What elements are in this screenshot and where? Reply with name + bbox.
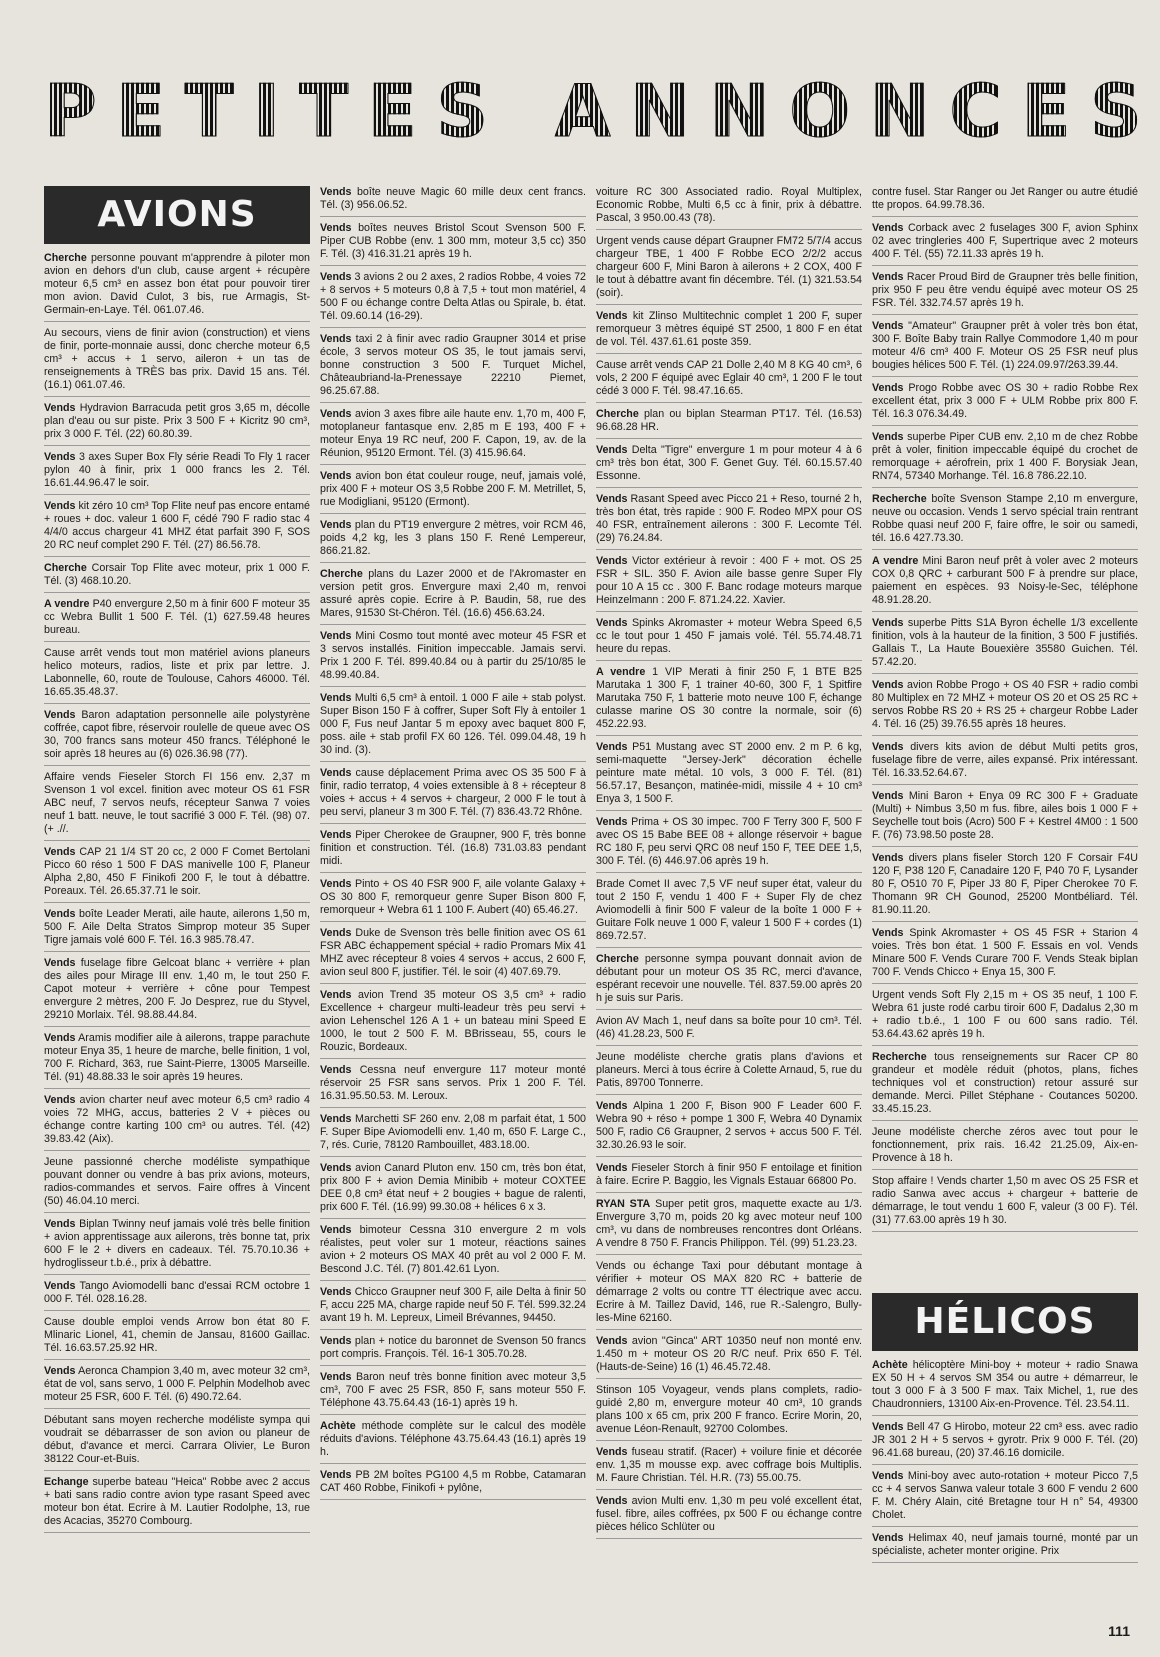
ad-text: Bell 47 G Hirobo, moteur 22 cm³ ess. avec radio JR 301 2 H + 5 servos + gyrotr. Prix 9 000 F. Tél. (20) 96.41.68 bureau, (20) 37.46.16 domicile. <box>872 1421 1138 1459</box>
classified-ad <box>44 451 310 495</box>
classified-ad <box>44 647 310 704</box>
ad-text: Alpina 1 200 F, Bison 900 F Leader 600 F. Webra 90 + réso + pompe 1 300 F, Webra 40 Dynamix 500 F, radio C6 Graupner, 2 servos + accus 500 F. Tél. 32.30.26.93 le soir. <box>596 1100 862 1151</box>
ad-text: divers kits avion de début Multi petits gros, fuselage fibre de verre, ailes expansé. Prix intéressant. Tél. 16.33.52.64.67. <box>872 741 1138 779</box>
ad-keyword: Vends <box>872 271 904 283</box>
classified-ad <box>596 1495 862 1539</box>
classified-ad <box>320 186 586 217</box>
classified-columns <box>44 186 1140 1606</box>
ad-text: Mini Baron + Enya 09 RC 300 F + Graduate (Multi) + Nimbus 3,50 m fus. fibre, ailes bois 1 000 F + Seychelle tout bois (Acro) 500 F + Kestrel 4M00 : 1 500 F. (76) 73.98.50 poste 28. <box>872 790 1138 841</box>
classified-ad <box>872 1421 1138 1465</box>
ad-keyword: Vends <box>596 1335 628 1347</box>
classified-ad <box>596 310 862 354</box>
classified-ad <box>320 1469 586 1500</box>
ad-keyword: Vends <box>320 1371 352 1383</box>
ad-text: Vends ou échange Taxi pour débutant montage à vérifier + moteur OS MAX 820 RC + batterie de démarrage 2 volts ou contre TT électrique avec accu. Ecrire à M. Taillez David, 146, rue R.-Salengro, Bully-les-Mine 62160. <box>596 1260 862 1324</box>
ad-keyword: Vends <box>872 320 904 332</box>
ad-keyword: Vends <box>320 186 352 198</box>
classified-ad <box>44 1365 310 1409</box>
classified-ad <box>596 493 862 550</box>
ad-text: avion 3 axes fibre aile haute env. 1,70 m, 400 F, motoplaneur fantasque env. 2,85 m E 193, 400 F + moteur Enya 19 RC neuf, 200 F. Capon, 19, av. de la Réunion, 95120 Ermont. Tél. (3) 415.96.64. <box>320 408 586 459</box>
classified-ad <box>320 1162 586 1219</box>
classified-ad <box>596 1198 862 1255</box>
ad-keyword: Vends <box>44 451 76 463</box>
ad-text: Corsair Top Flite avec moteur, prix 1 000 F. Tél. (3) 468.10.20. <box>44 562 310 587</box>
ad-keyword: Vends <box>872 741 904 753</box>
ad-text: tous renseignements sur Racer CP 80 grandeur et modèle réduit (photos, plans, fiches techniques vol et construction) retour assuré sur demande. Merci. Pillet Stéphane - Coutances 50200. 33.45.15.23. <box>872 1051 1138 1115</box>
ad-text: Affaire vends Fieseler Storch FI 156 env. 2,37 m Svenson 1 vol excel. finition avec moteur OS 61 FSR ABC neuf, 7 servos neufs, récepteur Sanwa 7 voies neuf 1 batt. neuve, le tout sacrifié 3 000 F. Tél. (98) 07.(+ .//. <box>44 771 310 835</box>
classified-ad <box>596 666 862 736</box>
classified-ad <box>44 1414 310 1471</box>
ad-text: avion Canard Pluton env. 150 cm, très bon état, prix 800 F + avion Demia Minibib + moteur COXTEE DEE 0,8 cm³ état neuf + 2 bougies + bague de ralenti, prix 600 F. Tél. (16.99) 99.30.08 + hélices 6 x 3. <box>320 1162 586 1213</box>
ad-keyword: Vends <box>872 927 904 939</box>
ad-text: Urgent vends Soft Fly 2,15 m + OS 35 neuf, 1 100 F. Webra 61 juste rodé carbu tiroir 600 F, Dadalus 2,30 m + radio t.b.é., 1 100 F ou 600 sans radio. Tél. 53.64.43.62 après 19 h. <box>872 989 1138 1040</box>
classified-ad <box>320 1335 586 1366</box>
classified-ad <box>872 989 1138 1046</box>
ad-text: Duke de Svenson très belle finition avec OS 61 FSR ABC échappement spécial + radio Promars Mix 41 MHZ avec récepteur 8 voies 4 servos + accus, 2 600 F, avion seul 800 F, justifier. Tél. le soir (4) 407.69.79. <box>320 927 586 978</box>
ad-text: Mini Baron neuf prêt à voler avec 2 moteurs COX 0,8 QRC + carburant 500 F à prendre sur place, paiement en espèces. 93 Noisy-le-Sec, téléphone 48.91.28.20. <box>872 555 1138 606</box>
ad-keyword: Cherche <box>596 408 639 420</box>
masthead-letter: O <box>789 78 853 144</box>
ad-text: personne pouvant m'apprendre à piloter mon avion en dehors d'un club, cause argent + récupère moteur 6,5 cm³ en assez bon état pour pouvoir tirer mon avion. David Culot, 3 bis, rue Armagis, St-Germain-en-Laye. Tél. 061.07.46. <box>44 252 310 316</box>
ad-text: Aramis modifier aile à ailerons, trappe parachute moteur Enya 35, 1 heure de marche, belle finition, 1 vol, 700 F. Richard, 363, rue Saint-Pierre, 13005 Marseille. Tél. (91) 48.88.33 le soir après 19 heures. <box>44 1032 310 1083</box>
ad-text: taxi 2 à finir avec radio Graupner 3014 et prise école, 3 servos moteur OS 35, le tout jamais servi, bonne construction 3 500 F. Turquet Michel, Châteaubriand-la-Prenessaye 22210 Piemet, 96.25.67.88. <box>320 333 586 397</box>
classified-ad <box>872 382 1138 426</box>
ad-text: fuselage fibre Gelcoat blanc + verrière + plan des ailes pour Mirage III env. 1,40 m, le tout 250 F. Capot moteur + verrière + cône pour Tempest envergure 2 mètres, 200 F. Jo Desprez, rue du Styvel, 29210 Morlaix. Tél. 98.88.44.84. <box>44 957 310 1021</box>
ad-text: avion bon état couleur rouge, neuf, jamais volé, prix 400 F + moteur OS 3,5 Robbe 200 F. M. Metrillet, 5, rue Modigliani, 95120 (Ermont). <box>320 470 586 508</box>
ad-keyword: Vends <box>872 617 904 629</box>
ads-column-1 <box>44 252 310 1533</box>
ad-keyword: Vends <box>320 1469 352 1481</box>
ad-text: Racer Proud Bird de Graupner très belle finition, prix 950 F peu être vendu équipé avec moteur OS 25 FSR. Tél. 332.74.57 après 19 h. <box>872 271 1138 309</box>
page-number: 111 <box>1108 1623 1130 1639</box>
ad-keyword: Vends <box>872 1421 904 1433</box>
ad-text: superbe Pitts S1A Byron échelle 1/3 excellente finition, vols à la hauteur de la finition, 3 500 F justifiés. Gallais T., La Haute Bouexière 35580 Guichen. Tél. 57.42.20. <box>872 617 1138 668</box>
ad-text: 3 avions 2 ou 2 axes, 2 radios Robbe, 4 voies 72 + 8 servos + 5 moteurs 0,8 à 7,5 + tout mon matériel, 4 500 F ou échange contre Delta Atlas ou Spirale, b. état. Tél. 09.60.14 (16-29). <box>320 271 586 322</box>
ad-keyword: Vends <box>596 493 628 505</box>
ad-text: Pinto + OS 40 FSR 900 F, aile volante Galaxy + OS 30 800 F, remorqueur genre Super Bison 800 F, remorqueur + Webra 61 1 100 F. Aubert (40) 65.46.27. <box>320 878 586 916</box>
ad-text: Jeune modéliste cherche gratis plans d'avions et planeurs. Merci à tous écrire à Colette Arnaud, 5, rue du Patis, 89700 Tonnerre. <box>596 1051 862 1089</box>
classified-ad <box>320 630 586 687</box>
ad-text: Cause arrêt vends tout mon matériel avions planeurs helico moteurs, radios, liste et prix par lettre. J. Labonnelle, 60, route de Toulouse, Cahors 46000. Tél. 16.65.35.48.37. <box>44 647 310 698</box>
ad-text: 3 axes Super Box Fly série Readi To Fly 1 racer pylon 40 à finir, prix 1 000 francs les 2. Tél. 16.61.44.96.47 le soir. <box>44 451 310 489</box>
ad-keyword: Vends <box>320 767 352 779</box>
classified-ad <box>44 1476 310 1533</box>
ad-text: kit Zlinso Multitechnic complet 1 200 F, super remorqueur 3 mètres équipé ST 2500, 1 800 F en état de vol. Tél. 437.61.61 poste 359. <box>596 310 862 348</box>
ad-keyword: Vends <box>44 1365 76 1377</box>
ad-text: avion Trend 35 moteur OS 3,5 cm³ + radio Excellence + chargeur multi-leadeur très peu servi + avion Lehenschel 126 A 1 + un bateau mini Speed E 1000, le tout 2 500 F. M. BBrisseau, 55, cours le Rouzic, Bordeaux. <box>320 989 586 1053</box>
masthead-letter: T <box>184 78 236 144</box>
classified-ad <box>44 1032 310 1089</box>
classified-ad <box>320 333 586 403</box>
classified-ad <box>596 1100 862 1157</box>
ad-text: Progo Robbe avec OS 30 + radio Robbe Rex excellent état, prix 3 000 F + ULM Robbe prix 800 F. Tél. 16.3 076.34.49. <box>872 382 1138 420</box>
ad-keyword: Vends <box>320 1335 352 1347</box>
ad-keyword: Vends <box>44 1280 76 1292</box>
ad-keyword: Vends <box>872 431 904 443</box>
ad-text: 1 VIP Merati à finir 250 F, 1 BTE B25 Marutaka 1 300 F, 1 trainer 40-60, 300 F, 1 Spitfire Marutaka 750 F, 1 batterie moto neuve 100 F, échange culasse marine OS 30 contre la normale, soir (6) 452.22.93. <box>596 666 862 730</box>
ad-keyword: Vends <box>320 630 352 642</box>
classified-ad <box>320 222 586 266</box>
ad-text: Débutant sans moyen recherche modéliste sympa qui voudrait se débarrasser de son avion ou planeur de début, d'avance et merci. Carrara Olivier, Le Buron 38122 Cour-et-Buis. <box>44 1414 310 1465</box>
ad-keyword: Vends <box>872 382 904 394</box>
ad-text: hélicoptère Mini-boy + moteur + radio Snawa EX 50 H + 4 servos SM 354 ou autre + démarreur, le tout 3 000 F à 3 500 F max. Taix Michel, 1, rue des Chaudronniers, 13100 Aix-en-Provence. Tél. 23.54.11. <box>872 1359 1138 1410</box>
classified-ad <box>44 957 310 1027</box>
classified-ad <box>596 555 862 612</box>
ad-keyword: Vends <box>44 402 76 414</box>
ad-text: P51 Mustang avec ST 2000 env. 2 m P. 6 kg, semi-maquette "Jersey-Jerk" décoration échelle peinture mate métal. 10 vols, 3 000 F. Tél. (81) 56.57.17, Besançon, matinée-midi, missile 4 + 10 cm³ Enya 3, 1 500 F. <box>596 741 862 805</box>
ads-column-4 <box>872 186 1138 1232</box>
ad-text: Rasant Speed avec Picco 21 + Reso, tourné 2 h, très bon état, très rapide : 900 F. Rodeo MPX pour OS 40 FSR, entraînement ailerons : 300 F. Lecomte Tél. (29) 76.24.84. <box>596 493 862 544</box>
classified-ad <box>320 878 586 922</box>
section-heading-avions: AVIONS <box>44 186 310 244</box>
ad-text: avion Robbe Progo + OS 40 FSR + radio combi 80 Multiplex en 72 MHZ + moteur OS 20 et OS 25 RC + servos Robbe RS 20 + RS 25 + chargeur Robbe Lader 4. Tél. 16 (25) 39.76.55 après 18 heures. <box>872 679 1138 730</box>
classified-ad <box>44 562 310 593</box>
ad-keyword: Vends <box>44 500 76 512</box>
column-2 <box>320 186 586 1606</box>
classified-ad <box>872 927 1138 984</box>
ad-keyword: Cherche <box>44 562 87 574</box>
classified-ad <box>596 235 862 305</box>
ad-text: Baron adaptation personnelle aile polystyrène coffrée, capot fibre, réservoir roulelle de queue avec OS 30, 700 francs sans moteur 450 francs. Téléphoné le soir après 18 heures au (6) 026.36.98 (77). <box>44 709 310 760</box>
classified-ad <box>872 320 1138 377</box>
classified-ad <box>596 878 862 948</box>
ad-keyword: Vends <box>320 989 352 1001</box>
ad-text: voiture RC 300 Associated radio. Royal Multiplex, Economic Robbe, Multi 6,5 cc à finir, prix à débattre. Pascal, 3 950.00.43 (78). <box>596 186 862 224</box>
ad-text: bimoteur Cessna 310 envergure 2 m vols réalistes, peut voler sur 1 moteur, réactions saines avion + 2 moteurs OS MAX 40 prêt au vol 2 000 F. M. Bescond J.C. Tél. (7) 801.42.61 Lyon. <box>320 1224 586 1275</box>
classified-ad <box>596 359 862 403</box>
ad-keyword: Vends <box>596 310 628 322</box>
classified-ad <box>596 1051 862 1095</box>
classified-ad <box>320 767 586 824</box>
classified-ad <box>596 186 862 230</box>
ad-keyword: A vendre <box>872 555 919 567</box>
ad-keyword: Vends <box>320 829 352 841</box>
classified-ad <box>872 222 1138 266</box>
classified-ad <box>320 829 586 873</box>
ad-text: Hydravion Barracuda petit gros 3,65 m, décolle plan d'eau ou sur piste. Prix 3 500 F + Kicritz 90 cm³, prix 3 000 F. Tél. (22) 60.80.39. <box>44 402 310 440</box>
classified-ad <box>320 271 586 328</box>
classified-ad <box>320 692 586 762</box>
classified-ad <box>44 709 310 766</box>
classified-ad <box>44 327 310 397</box>
ad-text: Urgent vends cause départ Graupner FM72 5/7/4 accus chargeur TBE, 1 400 F Robbe ECO 2/2/2 accus chargeur 600 F, Mini Baron à ailerons + 2 COX, 400 F le tout à débattre avant fin décembre. Tél. (1) 321.53.54 (soir). <box>596 235 862 299</box>
ad-text: Piper Cherokee de Graupner, 900 F, très bonne finition et construction. Tél. (16.8) 731.03.83 pendant midi. <box>320 829 586 867</box>
ad-keyword: Vends <box>44 1218 76 1230</box>
ad-keyword: Achète <box>872 1359 908 1371</box>
ads-column-3 <box>596 186 862 1539</box>
ad-keyword: Vends <box>596 555 628 567</box>
classified-ad <box>596 1162 862 1193</box>
classified-ad <box>872 741 1138 785</box>
classified-ad <box>872 679 1138 736</box>
ad-keyword: A vendre <box>44 598 90 610</box>
ad-keyword: Vends <box>320 333 352 345</box>
ad-text: divers plans fiseler Storch 120 F Corsair F4U 120 F, P38 120 F, Canadaire 120 F, P40 70 F, Lysander 80 F, O510 70 F, Piper J3 80 F, Piper Cherokee 70 F. Thomann 9R CH Gounod, 25200 Montbéliard. Tél. 81.90.11.20. <box>872 852 1138 916</box>
classified-ad <box>44 908 310 952</box>
classified-ad <box>596 816 862 873</box>
masthead-title <box>44 78 1144 144</box>
classified-ad <box>872 852 1138 922</box>
classified-ad <box>44 846 310 903</box>
ad-text: "Amateur" Graupner prêt à voler très bon état, 300 F. Boîte Baby train Rallye Commodore 1,40 m pour moteur 4/6 cm³ 400 F. Moteur OS 25 FSR neuf plus bougies hélices 500 F. Tél. (1) 224.09.97/263.39.44. <box>872 320 1138 371</box>
classified-ad <box>872 493 1138 550</box>
classified-ad <box>872 431 1138 488</box>
ad-text: avion charter neuf avec moteur 6,5 cm³ radio 4 voies 72 MHG, accus, batteries 2 V + pièces ou échange contre karting 100 cm³ ou autres. Tél. (42) 39.83.42 (Aix). <box>44 1094 310 1145</box>
ad-text: Stinson 105 Voyageur, vends plans complets, radio-guidé 2,80 m, envergure moteur 40 cm³, 10 grands plans 100 x 65 cm, prix 200 F franco. Ecrire Morin, 20, avenue Léon-Renault, 92700 Colombes. <box>596 1384 862 1435</box>
ad-keyword: Vends <box>872 679 904 691</box>
section-spacer <box>872 1237 1138 1293</box>
ad-keyword: A vendre <box>596 666 646 678</box>
ad-keyword: Vends <box>872 1470 904 1482</box>
ad-text: Corback avec 2 fuselages 300 F, avion Sphinx 02 avec tringleries 400 F, Supertrique avec 2 moteurs 400 F. Tél. (55) 72.11.33 après 19 h. <box>872 222 1138 260</box>
ad-text: Stop affaire ! Vends charter 1,50 m avec OS 25 FSR et radio Sanwa avec accus + chargeur + batterie de démarrage, le tout vendu 1 600 F, valeur (3 00 F). Tél. (31) 77.63.00 après 19 h 30. <box>872 1175 1138 1226</box>
ad-text: avion "Ginca" ART 10350 neuf non monté env. 1.450 m + moteur OS 20 R/C neuf. Prix 650 F. Tél. (Hauts-de-Seine) 16 (1) 46.45.72.48. <box>596 1335 862 1373</box>
ad-text: contre fusel. Star Ranger ou Jet Ranger ou autre étudié tte propos. 64.99.78.36. <box>872 186 1138 211</box>
ad-text: avion Multi env. 1,30 m peu volé excellent état, fusel. fibre, ailes coffrées, px 500 F ou échange contre pièces hélico Schlüter ou <box>596 1495 862 1533</box>
ad-text: méthode complète sur le calcul des modèle réduits d'avions. Téléphone 43.75.64.43 (16.1) après 19 h. <box>320 1420 586 1458</box>
ad-keyword: Vends <box>596 1162 628 1174</box>
classified-ad <box>44 771 310 841</box>
ad-keyword: Recherche <box>872 493 927 505</box>
classified-ad <box>872 555 1138 612</box>
ad-text: Delta "Tigre" envergure 1 m pour moteur 4 à 6 cm³ très bon état, 300 F. Genet Guy. Tél. 60.15.57.40 Essonne. <box>596 444 862 482</box>
ad-text: plans du Lazer 2000 et de l'Akromaster en version petit gros. Envergure maxi 2,40 m, renvoi assuré après copie. Ecrire à P. Baudin, 58, rue des Mares, 91530 St-Chéron. Tél. (16.6) 456.63.24. <box>320 568 586 619</box>
ad-text: CAP 21 1/4 ST 20 cc, 2 000 F Comet Bertolani Picco 60 réso 1 500 F DAS manivelle 100 F, Planeur Alpha 2,80, 450 F Finikofi 200 F, le tout à débattre. Poreaux. Tél. 26.65.37.71 le soir. <box>44 846 310 897</box>
ads-column-2 <box>320 186 586 1500</box>
ad-text: Super petit gros, maquette exacte au 1/3. Envergure 3,70 m, poids 20 kg avec moteur neuf 100 cm³, vu dans de nombreuses rencontres dont Orléans. A vendre 8 750 F. Francis Philippon. Tél. (99) 51.23.23. <box>596 1198 862 1249</box>
ad-keyword: Vends <box>320 1162 352 1174</box>
ad-text: superbe bateau "Heica" Robbe avec 2 accus + bati sans radio contre avion type rasant Speed avec moteur bon état. Ecrire à M. Lautier Rodolphe, 13, rue des Acacias, 35270 Combourg. <box>44 1476 310 1527</box>
ad-text: Au secours, viens de finir avion (construction) et viens de finir, porte-monnaie aussi, donc cherche moteur 6,5 cm³ + accus + 1 servo, aileron + un tas de renseignements à TRÈS bas prix. David 15 ans. Tél. (16.1) 061.07.46. <box>44 327 310 391</box>
ad-text: Jeune modéliste cherche zéros avec tout pour le fonctionnement, prix rais. 16.42 21.25.09, Aix-en-Provence à 18 h. <box>872 1126 1138 1164</box>
ad-keyword: Recherche <box>872 1051 927 1063</box>
classified-ad <box>44 1280 310 1311</box>
classified-ad <box>44 252 310 322</box>
ad-text: superbe Piper CUB env. 2,10 m de chez Robbe prêt à voler, finition impeccable équipé du crochet de remorquage + aérofrein, prix 1 400 F. Borysiak Jean, RN74, 57340 Morhange. Tél. 16.8 786.22.10. <box>872 431 1138 482</box>
classified-ad <box>596 444 862 488</box>
ad-text: fuseau stratif. (Racer) + voilure finie et décorée env. 1,35 m mousse exp. avec coffrage bois Multiplis. M. Faure Christian. Tél. H.R. (73) 55.00.75. <box>596 1446 862 1484</box>
ad-text: kit zéro 10 cm³ Top Flite neuf pas encore entamé + roues + doc. valeur 1 600 F, cédé 790 F radio stac 4 4/4/0 accus chargeur 41 MHZ état parfait 390 F, SOS 20 RC neuf complet 290 F. Tél. (27) 86.56.78. <box>44 500 310 551</box>
masthead-letter: N <box>629 78 693 144</box>
classified-ad <box>596 1015 862 1046</box>
classified-ad <box>320 1420 586 1464</box>
ad-keyword: Vends <box>320 408 352 420</box>
classified-ad <box>320 519 586 563</box>
ad-keyword: Vends <box>596 741 628 753</box>
ad-text: Spinks Akromaster + moteur Webra Speed 6,5 cc le tout pour 1 450 F jamais volé. Tél. 55.74.48.71 heure du repas. <box>596 617 862 655</box>
ad-text: Chicco Graupner neuf 300 F, aile Delta à finir 50 F, accu 225 MA, charge rapide neuf 50 F. Tél. 599.32.24 avant 19 h. M. Lepreux, Limeil Brévannes, 94450. <box>320 1286 586 1324</box>
ad-text: Marchetti SF 260 env. 2,08 m parfait état, 1 500 F. Super Bipe Aviomodelli env. 1,40 m, 650 F. Large C., 7, rés. Curie, 78120 Rambouillet, 483.18.00. <box>320 1113 586 1151</box>
ad-text: Helimax 40, neuf jamais tourné, monté par un spécialiste, acheter monter origine. Prix <box>872 1532 1138 1557</box>
classified-ad <box>596 617 862 661</box>
ad-text: Jeune passionné cherche modéliste sympathique pouvant donner ou vendre à bas prix avions, moteurs, radios-commandes et servos. Faire offres à Vincent (50) 46.04.10 merci. <box>44 1156 310 1207</box>
ad-keyword: Vends <box>596 617 628 629</box>
ad-keyword: Cherche <box>596 953 639 965</box>
ad-text: personne sympa pouvant donnait avion de débutant pour un moteur OS 35 RC, merci d'avance, espérant recevoir une nouvelle. Tél. 837.59.00 après 20 h je suis sur Paris. <box>596 953 862 1004</box>
ad-keyword: Vends <box>872 1532 904 1544</box>
ad-keyword: Vends <box>320 1064 352 1076</box>
ad-text: Biplan Twinny neuf jamais volé très belle finition + avion apprentissage aux ailerons, très bonne tat, prix 600 F le 2 + divers en cadeaux. Tél. 75.70.10.36 + hydroglisseur t.b.é., prix à débattre. <box>44 1218 310 1269</box>
column-4 <box>872 186 1138 1606</box>
ad-text: Mini-boy avec auto-rotation + moteur Picco 7,5 cc + 4 servos Sanwa valeur totale 3 600 F vendu 2 600 F. M. Chéry Alain, cité Bretagne tour H n° 54, 49300 Cholet. <box>872 1470 1138 1521</box>
ad-keyword: Vends <box>596 816 628 828</box>
column-1 <box>44 186 310 1606</box>
classified-ad <box>872 186 1138 217</box>
masthead-letter: C <box>949 78 1005 144</box>
classified-ad <box>44 1156 310 1213</box>
ad-keyword: Echange <box>44 1476 89 1488</box>
ad-text: Spink Akromaster + OS 45 FSR + Starion 4 voies. Très bon état. 1 500 F. Essais en vol. Vends Minare 500 F. Vends Curare 700 F. Vends Steak biplan 700 F. Vends Chicco + Enya 15, 300 F. <box>872 927 1138 978</box>
classified-ad <box>320 470 586 514</box>
ad-text: Mini Cosmo tout monté avec moteur 45 FSR et 3 servos installés. Finition impeccable. Jamais servi. Prix 1 200 F. Tél. 899.40.84 ou à partir du 25/10/85 le 48.99.40.84. <box>320 630 586 681</box>
classified-ad <box>44 500 310 557</box>
ad-text: PB 2M boîtes PG100 4,5 m Robbe, Catamaran CAT 460 Robbe, Finikofi + pylône, <box>320 1469 586 1494</box>
masthead-letter: A <box>554 78 613 144</box>
ad-keyword: Vends <box>44 908 76 920</box>
ad-keyword: Vends <box>596 1495 628 1507</box>
ad-keyword: Vends <box>320 692 352 704</box>
ad-keyword: Cherche <box>320 568 363 580</box>
ad-keyword: Vends <box>596 1100 628 1112</box>
classified-ad <box>872 1470 1138 1527</box>
ad-keyword: Vends <box>872 852 904 864</box>
classified-ad <box>320 1113 586 1157</box>
classified-ad <box>596 408 862 439</box>
ad-keyword: Vends <box>320 1224 352 1236</box>
classified-ad <box>44 598 310 642</box>
classified-ad <box>872 1126 1138 1170</box>
ad-text: Prima + OS 30 impec. 700 F Terry 300 F, 500 F avec OS 15 Babe BEE 08 + allonge réservoir + bague RC 180 F, peu servi QRC 08 neuf 150 F, TEE DEE 1,5, 300 F. Tél. (6) 446.97.06 après 19 h. <box>596 816 862 867</box>
ad-text: cause déplacement Prima avec OS 35 500 F à finir, radio terratop, 4 voies extensible à 8 + récepteur 8 voies + accus + 4 servos + chargeur, 2 000 F le tout à peu servi, planeur 3 m 300 F. Tél. (7) 836.43.72 Rhône. <box>320 767 586 818</box>
masthead-letter: N <box>869 78 932 144</box>
classified-ad <box>320 989 586 1059</box>
classified-ad <box>44 402 310 446</box>
ad-keyword: Vends <box>44 846 76 858</box>
ad-text: boîte Svenson Stampe 2,10 m envergure, neuve ou occasion. Vends 1 servo spécial train rentrant Robbe quasi neuf 200 F, faire offre, le soir ou samedi, tél. 16.6 427.73.30. <box>872 493 1138 544</box>
masthead-letter: E <box>1021 78 1073 144</box>
classified-ad <box>320 1064 586 1108</box>
classified-ad <box>596 1335 862 1379</box>
masthead-letter: T <box>299 78 351 144</box>
ad-text: plan ou biplan Stearman PT17. Tél. (16.53) 96.68.28 HR. <box>596 408 862 433</box>
ad-text: Fieseler Storch à finir 950 F entoilage et finition à faire. Ecrire P. Baggio, les Vignals Estauar 66800 Po. <box>596 1162 862 1187</box>
ad-text: boîtes neuves Bristol Scout Svenson 500 F. Piper CUB Robbe (env. 1 300 mm, moteur 3,5 cc) 350 F. Tél. (3) 416.31.21 après 19 h. <box>320 222 586 260</box>
ad-keyword: Vends <box>320 519 352 531</box>
ad-keyword: Vends <box>320 222 352 234</box>
masthead-letter: I <box>253 78 282 144</box>
classified-ad <box>320 1371 586 1415</box>
ad-text: P40 envergure 2,50 m à finir 600 F moteur 35 cc Webra Bullit 1 500 F. Tél. (1) 627.59.48 heures bureau. <box>44 598 310 636</box>
ad-text: Cause arrêt vends CAP 21 Dolle 2,40 M 8 KG 40 cm³, 6 vols, 2 200 F équipé avec Eglair 40 cm³, 1 200 F le tout cédé 3 000 F. Tél. 98.47.16.65. <box>596 359 862 397</box>
masthead-letter: P <box>44 78 99 144</box>
ad-text: Cessna neuf envergure 117 moteur monté réservoir 25 FSR sans servos. Prix 1 200 F. Tél. 16.31.95.50.53. M. Leroux. <box>320 1064 586 1102</box>
classified-ad <box>872 790 1138 847</box>
ad-keyword: Vends <box>44 1094 76 1106</box>
ad-keyword: RYAN STA <box>596 1198 651 1210</box>
classified-ad <box>596 741 862 811</box>
classified-ad <box>596 1260 862 1330</box>
classified-ad <box>44 1094 310 1151</box>
ad-text: Tango Aviomodelli banc d'essai RCM octobre 1 000 F. Tél. 028.16.28. <box>44 1280 310 1305</box>
ad-text: Avion AV Mach 1, neuf dans sa boîte pour 10 cm³. Tél. (46) 41.28.23, 500 F. <box>596 1015 862 1040</box>
classified-ad <box>872 1051 1138 1121</box>
classified-ad <box>320 1286 586 1330</box>
classified-ad <box>596 953 862 1010</box>
ad-keyword: Vends <box>320 927 352 939</box>
ad-keyword: Vends <box>872 222 904 234</box>
section-heading-helicos: HÉLICOS <box>872 1293 1138 1351</box>
ad-text: plan du PT19 envergure 2 mètres, voir RCM 46, poids 4,2 kg, les 3 plans 150 F. René Lempereur, 866.21.82. <box>320 519 586 557</box>
ad-keyword: Vends <box>320 470 352 482</box>
ad-keyword: Vends <box>872 790 904 802</box>
masthead-letter: E <box>116 78 168 144</box>
ad-text: Aeronca Champion 3,40 m, avec moteur 32 cm³, état de vol, sans servo, 1 000 F. Pelphin Modelhob avec moteur 25 FSR, 600 F. Tél. (6) 490.72.64. <box>44 1365 310 1403</box>
classified-ad <box>872 617 1138 674</box>
ad-keyword: Vends <box>320 271 352 283</box>
ad-keyword: Vends <box>596 444 628 456</box>
ad-keyword: Vends <box>44 1032 76 1044</box>
ad-text: Victor extérieur à revoir : 400 F + mot. OS 25 FSR + SIL. 350 F. Avion aile basse genre Super Fly pour 10 A 15 cc . 300 F. Banc rodage moteurs marque Heinzelmann : 200 F. 871.24.22. Xavier. <box>596 555 862 606</box>
ads-column-4-helicos <box>872 1359 1138 1563</box>
classified-ad <box>872 1359 1138 1416</box>
ad-keyword: Vends <box>44 709 76 721</box>
masthead-letter: E <box>367 78 419 144</box>
masthead-letter: S <box>436 78 491 144</box>
classified-ad <box>320 408 586 465</box>
ad-text: plan + notice du baronnet de Svenson 50 francs port compris. François. Tél. 16-1 305.70.28. <box>320 1335 586 1360</box>
ad-keyword: Vends <box>320 1113 352 1125</box>
classified-ad <box>596 1384 862 1441</box>
ad-keyword: Vends <box>596 1446 628 1458</box>
ad-keyword: Vends <box>320 878 352 890</box>
classified-ad <box>320 1224 586 1281</box>
classified-ad <box>872 271 1138 315</box>
ad-text: Baron neuf très bonne finition avec moteur 3,5 cm³, 700 F avec 25 FSR, 850 F, sans moteur 550 F. Téléphone 43.75.64.43 (16-1) après 19 h. <box>320 1371 586 1409</box>
ad-text: boîte Leader Merati, aile haute, ailerons 1,50 m, 500 F. Aile Delta Stratos Simprop moteur 35 Super Tigre jamais volé 600 F. Tél. 16.3 985.78.47. <box>44 908 310 946</box>
ad-text: boîte neuve Magic 60 mille deux cent francs. Tél. (3) 956.06.52. <box>320 186 586 211</box>
column-3 <box>596 186 862 1606</box>
ad-text: Brade Comet II avec 7,5 VF neuf super état, valeur du tout 2 150 F, vendu 1 400 F + Super Fly de chez Aviomodelli à finir 500 F valeur de la boîte 1 000 F + Guitare Folk neuve 1 000 F, valeur 1 500 F + cordes (1) 869.72.57. <box>596 878 862 942</box>
classified-ad <box>596 1446 862 1490</box>
ad-keyword: Vends <box>320 1286 352 1298</box>
classified-ad <box>320 927 586 984</box>
masthead-letter: N <box>709 78 772 144</box>
ad-keyword: Vends <box>44 957 76 969</box>
ad-text: Multi 6,5 cm³ à entoil. 1 000 F aile + stab polyst. Super Bison 150 F à coffrer, Super Soft Fly à entoiler 1 000 F, Fus neuf Jantar 5 m epoxy avec baquet 800 F, poss. aile + stab profil FX 60 126. Tél. 099.04.48, 19 h 30 ind. (3). <box>320 692 586 756</box>
ad-keyword: Achète <box>320 1420 356 1432</box>
ad-keyword: Cherche <box>44 252 87 264</box>
masthead-letter: S <box>1090 78 1144 144</box>
classified-ad <box>872 1532 1138 1563</box>
classified-ad <box>320 568 586 625</box>
classified-ad <box>872 1175 1138 1232</box>
classified-ad <box>44 1218 310 1275</box>
classified-ad <box>44 1316 310 1360</box>
ad-text: Cause double emploi vends Arrow bon état 80 F. Mlinaric Lionel, 41, chemin de Jansau, 81600 Gaillac. Tél. 16.63.57.25.92 HR. <box>44 1316 310 1354</box>
